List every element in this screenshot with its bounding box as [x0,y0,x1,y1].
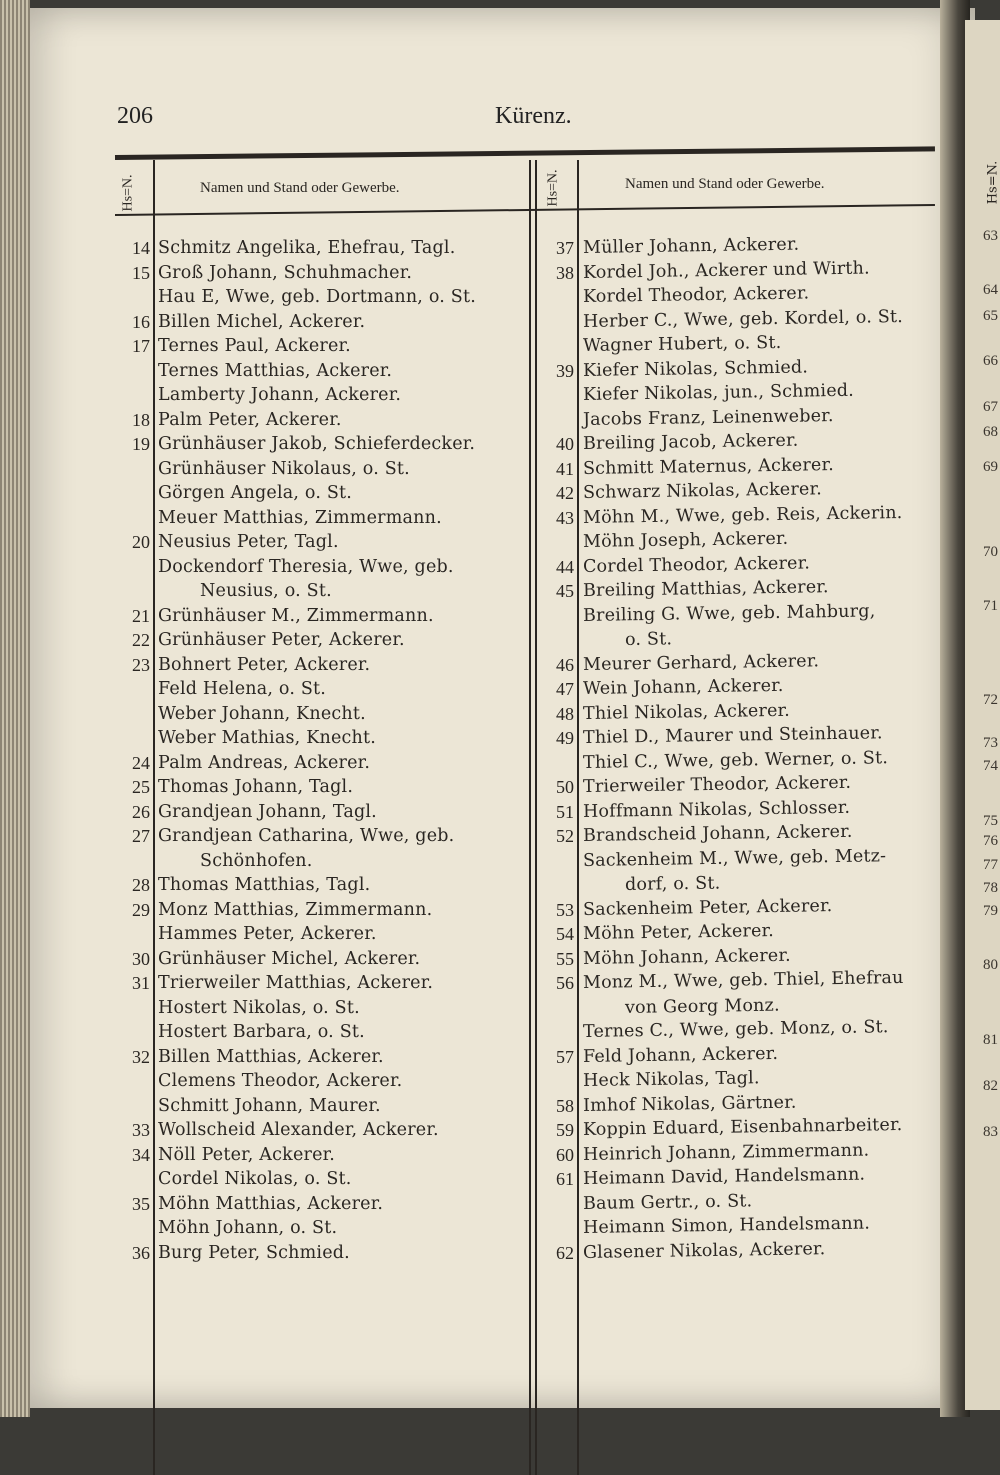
house-number [114,726,150,750]
register-entry: Kordel Joh., Ackerer und Wirth. [582,257,870,283]
register-entry: Ternes Matthias, Ackerer. [158,360,393,381]
house-number: 34 [132,1144,150,1165]
register-entry: Grünhäuser Peter, Ackerer. [158,630,405,650]
facing-house-number: 72 [983,692,998,708]
register-entry: Hostert Nikolas, o. St. [158,997,360,1018]
house-number: 56 [556,973,574,993]
register-entry: Müller Johann, Ackerer. [582,234,800,258]
house-number [538,285,574,309]
register-entry: Lamberty Johann, Ackerer. [158,385,402,405]
house-number [538,873,574,897]
register-entry: Schmitt Johann, Maurer. [158,1095,381,1116]
house-number [538,334,574,358]
house-number: 53 [556,899,574,920]
register-entry: Brandscheid Johann, Ackerer. [582,821,853,846]
right-hsnr-header: Hs=N. [545,169,561,207]
house-number [538,996,574,1020]
house-number: 42 [556,483,574,503]
house-number [538,383,574,407]
house-number: 37 [556,238,574,258]
register-entry: Görgen Angela, o. St. [158,483,353,503]
house-number: 33 [132,1120,150,1140]
house-number: 50 [556,777,574,797]
register-entry: Kiefer Nikolas, jun., Schmied. [582,380,855,405]
house-number [538,751,574,775]
house-number: 18 [132,409,150,430]
register-entry: Glasener Nikolas, Ackerer. [582,1238,826,1263]
register-entry: Cordel Nikolas, o. St. [158,1169,352,1189]
house-number [114,481,150,505]
house-number: 57 [556,1046,574,1067]
book-page-edges [0,0,30,1417]
house-number [114,677,150,701]
house-number [114,702,150,726]
facing-house-number: 83 [983,1124,998,1140]
register-entry: Ternes C., Wwe, geb. Monz, o. St. [582,1017,889,1042]
register-entry: von Georg Monz. [624,995,780,1018]
register-entry: Möhn Matthias, Ackerer. [158,1193,384,1214]
facing-page [965,20,1000,1410]
house-number [114,1167,150,1191]
register-entry: Heimann David, Handelsmann. [582,1164,866,1189]
register-entry: Groß Johann, Schuhmacher. [158,262,413,283]
house-number [114,457,150,481]
house-number: 54 [556,924,574,944]
register-entry: Möhn Peter, Ackerer. [582,921,775,944]
center-divider-right [535,160,537,1475]
house-number [114,506,150,530]
facing-house-number: 82 [983,1078,998,1094]
house-number [538,1216,574,1240]
register-entry: Trierweiler Matthias, Ackerer. [158,973,434,993]
register-entry: Meurer Gerhard, Ackerer. [582,650,820,675]
register-entry: Weber Mathias, Knecht. [158,728,376,748]
facing-house-number: 71 [983,598,998,614]
house-number: 23 [132,654,150,675]
house-number: 41 [556,458,574,479]
register-entry: Grünhäuser Nikolaus, o. St. [158,458,410,479]
left-names-header: Namen und Stand oder Gewerbe. [200,180,400,196]
house-number: 26 [132,801,150,822]
facing-house-number: 80 [983,957,998,973]
register-entry: Möhn Johann, Ackerer. [582,945,791,969]
register-entry: Heinrich Johann, Zimmermann. [582,1140,870,1165]
register-entry: Hammes Peter, Ackerer. [158,924,377,944]
house-number [114,922,150,946]
register-entry: Monz Matthias, Zimmermann. [158,899,433,920]
house-number [538,1192,574,1216]
house-number: 47 [556,679,574,699]
register-entry: Heck Nikolas, Tagl. [582,1068,760,1091]
house-number: 21 [132,605,150,626]
register-entry: Grünhäuser Jakob, Schieferdecker. [158,434,476,454]
house-number [114,1216,150,1240]
facing-house-number: 81 [983,1032,998,1048]
register-entry: Wagner Hubert, o. St. [582,332,782,356]
register-entry: Kordel Theodor, Ackerer. [582,283,810,307]
register-entry: Palm Peter, Ackerer. [158,409,342,430]
house-number: 40 [556,434,574,454]
register-entry: Thomas Johann, Tagl. [158,777,354,797]
register-entry: Sackenheim Peter, Ackerer. [582,895,833,920]
facing-house-number: 63 [983,228,998,244]
left-hsnr-header: Hs=N. [120,174,136,212]
center-divider-left [529,160,531,1475]
register-entry: Kiefer Nikolas, Schmied. [582,356,809,381]
register-entry: Palm Andreas, Ackerer. [158,752,371,773]
register-entry: Möhn Joseph, Ackerer. [582,528,789,552]
house-number [538,530,574,554]
register-entry: Feld Johann, Ackerer. [582,1043,779,1067]
house-number: 14 [132,238,150,258]
house-number [538,310,574,334]
house-number [114,285,150,309]
register-entry: Schwarz Nikolas, Ackerer. [582,479,823,503]
house-number [114,1094,150,1118]
register-entry: Clemens Theodor, Ackerer. [158,1071,403,1091]
house-number: 20 [132,532,150,552]
house-number: 49 [556,728,574,748]
house-number: 35 [132,1193,150,1214]
house-number: 44 [556,556,574,577]
register-entry: Grünhäuser Michel, Ackerer. [158,948,421,969]
register-entry: Breiling G. Wwe, geb. Mahburg, [582,600,876,626]
house-number: 24 [132,752,150,773]
register-entry: Billen Matthias, Ackerer. [158,1046,384,1067]
house-number: 58 [556,1095,574,1116]
house-number: 30 [132,948,150,969]
register-entry: Grandjean Catharina, Wwe, geb. [158,826,455,846]
register-entry: o. St. [624,629,673,650]
house-number: 16 [132,311,150,332]
house-number: 36 [132,1242,150,1263]
house-number: 25 [132,777,150,797]
register-entry: Grünhäuser M., Zimmermann. [158,605,434,626]
register-entry: Bohnert Peter, Ackerer. [158,654,371,675]
facing-house-number: 73 [983,735,998,751]
facing-house-number: 76 [983,833,998,849]
register-entry: Grandjean Johann, Tagl. [158,801,377,822]
house-number: 62 [556,1242,574,1263]
facing-house-number: 65 [983,308,998,324]
facing-house-number: 75 [983,813,998,829]
facing-house-number: 64 [983,282,998,298]
house-number [114,359,150,383]
house-number [114,1069,150,1093]
right-names-header: Namen und Stand oder Gewerbe. [625,176,825,192]
facing-house-number: 67 [983,399,998,415]
house-number: 29 [132,899,150,920]
facing-house-number: 69 [983,459,998,475]
register-entry: Neusius, o. St. [200,581,332,601]
register-entry: Hoffmann Nikolas, Schlosser. [582,797,851,822]
house-number: 28 [132,875,150,895]
register-entry: Jacobs Franz, Leinenweber. [582,405,834,430]
house-number: 15 [132,262,150,283]
house-number: 39 [556,360,574,381]
register-entry: Cordel Theodor, Ackerer. [582,552,811,577]
register-entry: Breiling Matthias, Ackerer. [582,577,829,601]
register-entry: Thomas Matthias, Tagl. [158,875,371,895]
register-entry: Thiel D., Maurer und Steinhauer. [582,723,883,748]
register-entry: Schmitz Angelika, Ehefrau, Tagl. [158,238,456,258]
house-number: 55 [556,948,574,969]
house-number [114,579,150,603]
house-number [114,996,150,1020]
facing-house-number: 66 [983,353,998,369]
register-entry: Thiel C., Wwe, geb. Werner, o. St. [582,747,889,773]
register-entry: Ternes Paul, Ackerer. [158,336,351,356]
house-number: 46 [556,654,574,675]
register-entry: Möhn Johann, o. St. [158,1218,338,1238]
register-entry: Hau E, Wwe, geb. Dortmann, o. St. [158,287,476,307]
register-entry: Heimann Simon, Handelsmann. [582,1213,871,1238]
register-entry: Wein Johann, Ackerer. [582,675,784,699]
house-number: 43 [556,507,574,528]
facing-house-number: 77 [983,857,998,873]
house-number: 61 [556,1169,574,1189]
house-number: 45 [556,581,574,601]
house-number [538,1069,574,1093]
facing-house-number: 74 [983,758,998,774]
facing-house-number: 68 [983,424,998,440]
register-entry: Schönhofen. [200,850,313,871]
register-entry: Wollscheid Alexander, Ackerer. [158,1120,439,1140]
register-entry: Schmitt Maternus, Ackerer. [582,454,835,479]
register-entry: Feld Helena, o. St. [158,679,327,699]
register-entry: Monz M., Wwe, geb. Thiel, Ehefrau [582,967,904,993]
register-entry: Weber Johann, Knecht. [158,703,366,724]
register-entry: Billen Michel, Ackerer. [158,311,366,332]
house-number: 31 [132,973,150,993]
facing-house-number: 79 [983,903,998,919]
house-number: 59 [556,1120,574,1140]
house-number: 17 [132,336,150,356]
house-number [538,604,574,628]
register-entry: Burg Peter, Schmied. [158,1242,350,1263]
house-number: 52 [556,826,574,846]
facing-house-number: 78 [983,880,998,896]
page-number: 206 [117,103,153,129]
house-number [114,1020,150,1044]
register-entry: Dockendorf Theresia, Wwe, geb. [158,556,454,577]
right-number-divider [577,160,579,1475]
register-entry: Thiel Nikolas, Ackerer. [582,700,791,724]
house-number: 38 [556,262,574,283]
page-title: Kürenz. [495,103,572,129]
house-number [538,628,574,652]
register-entry: Hostert Barbara, o. St. [158,1022,365,1042]
register-entry: Trierweiler Theodor, Ackerer. [582,772,852,797]
register-entry: Meuer Matthias, Zimmermann. [158,507,442,528]
register-entry: Neusius Peter, Tagl. [158,532,339,552]
house-number: 60 [556,1144,574,1165]
house-number: 27 [132,826,150,846]
house-number [538,1020,574,1044]
house-number [114,383,150,407]
register-entry: Sackenheim M., Wwe, geb. Metz- [582,845,887,871]
house-number: 22 [132,630,150,650]
register-entry: Baum Gertr., o. St. [582,1190,753,1214]
register-entry: Nöll Peter, Ackerer. [158,1144,336,1165]
register-entry: Koppin Eduard, Eisenbahnarbeiter. [582,1114,903,1140]
register-entry: Imhof Nikolas, Gärtner. [582,1092,797,1116]
house-number [114,849,150,873]
facing-house-number: 70 [983,544,998,560]
register-entry: dorf, o. St. [624,873,721,895]
register-entry: Breiling Jacob, Ackerer. [582,430,799,454]
house-number [538,408,574,432]
house-number: 51 [556,801,574,822]
facing-page-header: Hs=N. [985,160,1000,205]
left-number-divider [153,160,155,1475]
register-entry: Herber C., Wwe, geb. Kordel, o. St. [582,306,904,332]
house-number: 19 [132,434,150,454]
house-number: 48 [556,703,574,724]
house-number: 32 [132,1046,150,1067]
register-entry: Möhn M., Wwe, geb. Reis, Ackerin. [582,502,903,528]
house-number [114,555,150,579]
house-number [538,849,574,873]
